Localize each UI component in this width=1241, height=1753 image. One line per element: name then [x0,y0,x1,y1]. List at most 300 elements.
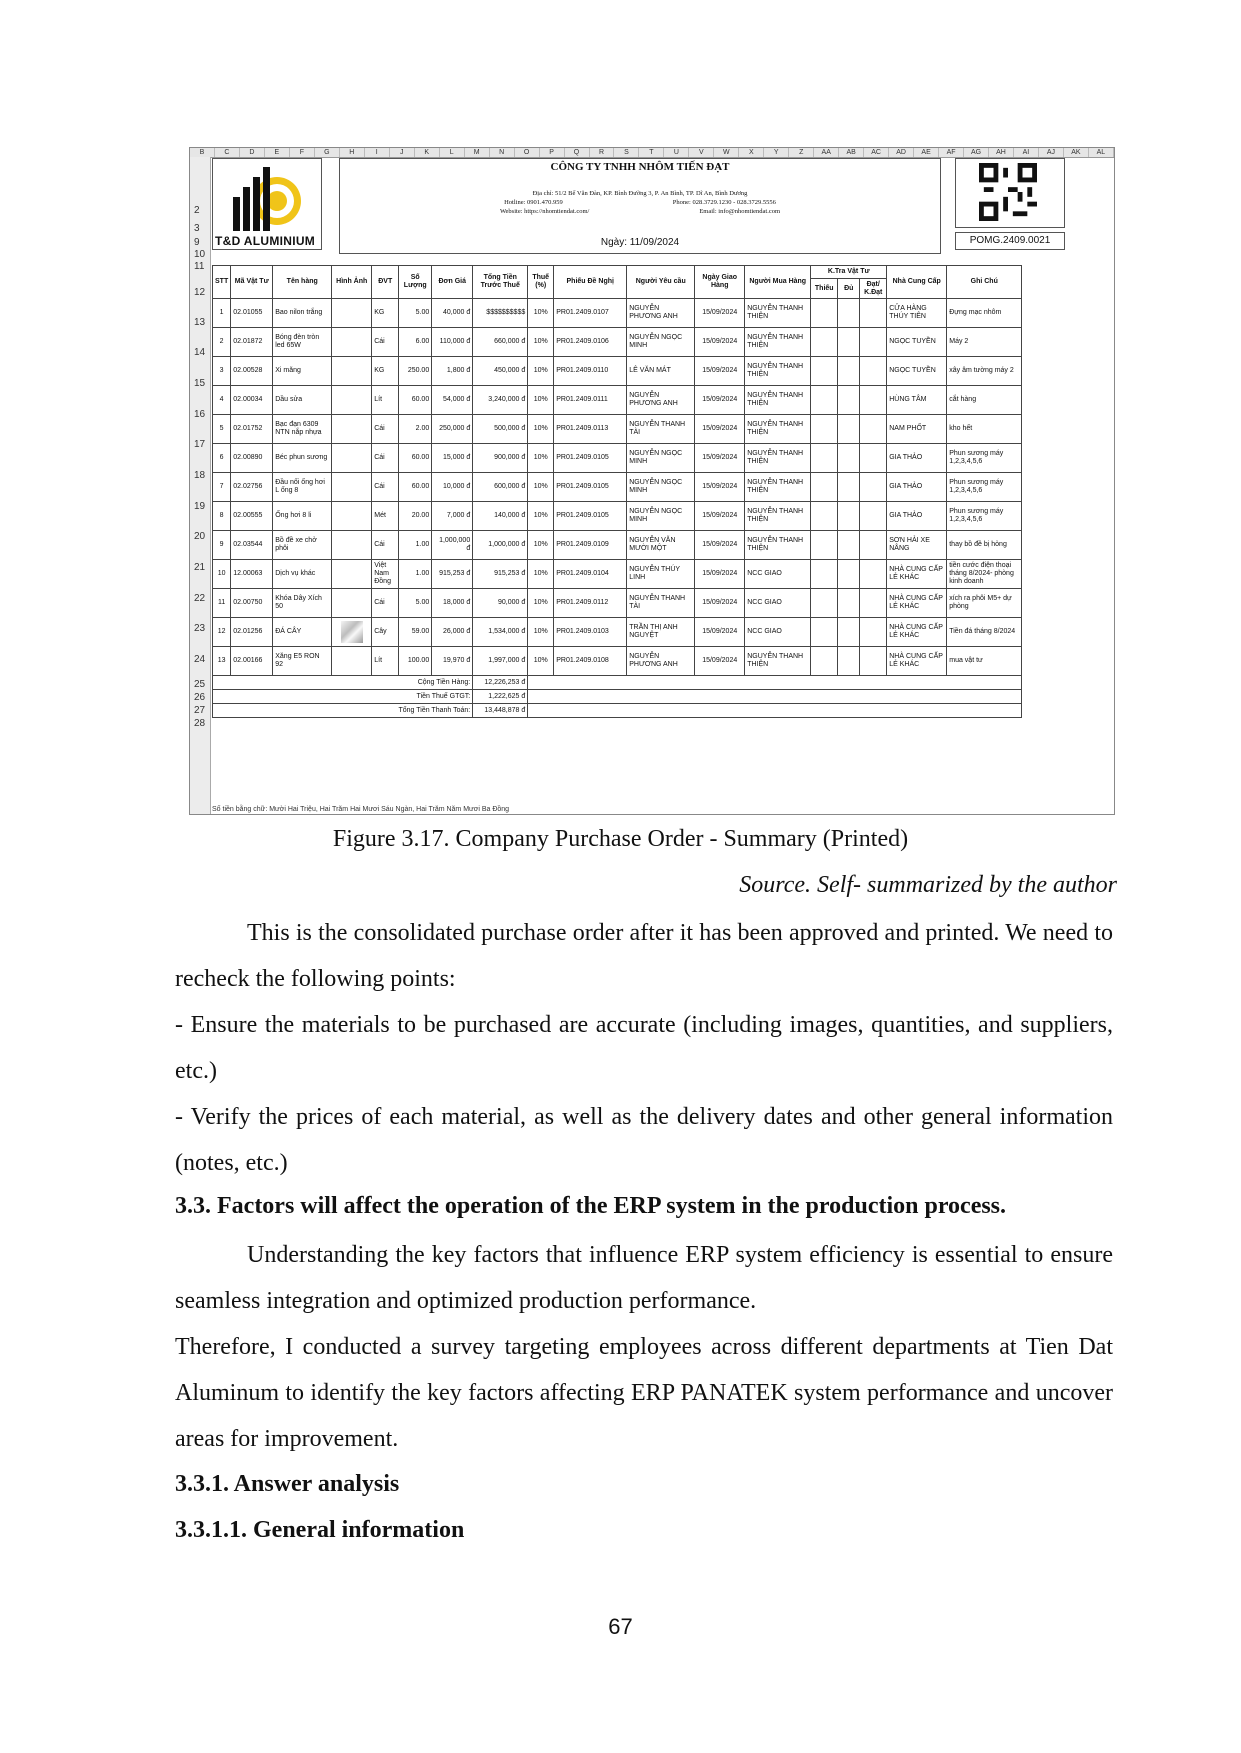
table-row [213,473,1022,502]
cell-tax: 10% [528,618,554,647]
cell-stt: 11 [213,589,231,618]
check-cell [860,444,887,473]
table-row [213,299,1022,328]
row-number[interactable]: 14 [194,347,206,358]
check-cell [860,473,887,502]
check-cell [838,560,860,589]
column-letter[interactable]: U [664,148,689,157]
logo-icon [225,163,309,233]
cell-total: 1,997,000 đ [473,647,528,676]
column-letter[interactable]: M [465,148,490,157]
cell-qty: 6.00 [399,328,432,357]
row-number[interactable]: 18 [194,470,206,481]
row-number[interactable]: 26 [194,692,206,703]
check-cell [860,299,887,328]
row-number[interactable]: 12 [194,287,206,298]
cell-tax: 10% [528,299,554,328]
column-letter[interactable]: J [390,148,415,157]
cell-requester: NGUYỄN NGỌC MINH [627,502,695,531]
column-letter[interactable]: X [739,148,764,157]
column-letter[interactable]: S [614,148,639,157]
image-cell [332,299,372,328]
cell-request: PR01.2409.0105 [554,473,627,502]
cell-price: 19,970 đ [432,647,473,676]
check-cell [838,589,860,618]
cell-code: 02.00528 [231,357,273,386]
cell-delivery: 15/09/2024 [695,386,745,415]
row-number[interactable]: 23 [194,623,206,634]
header-tax: Thuế (%) [528,266,554,299]
check-cell [811,415,838,444]
cell-qty: 60.00 [399,444,432,473]
cell-request: PR01.2409.0112 [554,589,627,618]
cell-price: 1,800 đ [432,357,473,386]
row-number[interactable]: 24 [194,654,206,665]
cell-tax: 10% [528,444,554,473]
cell-code: 02.02756 [231,473,273,502]
cell-request: PR01.2409.0111 [554,386,627,415]
row-number[interactable]: 25 [194,679,206,690]
cell-code: 02.01872 [231,328,273,357]
cell-unit: Cái [372,328,399,357]
cell-buyer: NCC GIAO [745,618,811,647]
product-image [341,621,363,643]
image-cell [332,328,372,357]
column-letter[interactable]: K [415,148,440,157]
cell-total: 1,000,000 đ [473,531,528,560]
figure-source: Source. Self- summarized by the author [739,872,1117,898]
column-letter[interactable]: I [365,148,390,157]
table-row [213,589,1022,618]
row-number[interactable]: 17 [194,439,206,450]
cell-supplier: CỬA HÀNG THÚY TIÊN [887,299,947,328]
cell-requester: NGUYỄN PHƯƠNG ANH [627,647,695,676]
cell-name: Dầu sửa [273,386,332,415]
check-cell [838,531,860,560]
cell-qty: 100.00 [399,647,432,676]
cell-request: PR01.2409.0110 [554,357,627,386]
cell-unit: Lít [372,386,399,415]
check-cell [811,647,838,676]
cell-delivery: 15/09/2024 [695,502,745,531]
figure-caption: Figure 3.17. Company Purchase Order - Summary (Printed) [332,826,909,852]
cell-delivery: 15/09/2024 [695,328,745,357]
column-letter[interactable]: F [290,148,315,157]
row-number[interactable]: 21 [194,562,206,573]
cell-price: 915,253 đ [432,560,473,589]
cell-supplier: NGỌC TUYỀN [887,357,947,386]
cell-total: 660,000 đ [473,328,528,357]
cell-unit: Cái [372,444,399,473]
cell-total: $$$$$$$$$$ [473,299,528,328]
check-cell [811,357,838,386]
header-code: Mã Vật Tư [231,266,273,299]
table-row [213,560,1022,589]
table-row [213,415,1022,444]
cell-name: Bồ đề xe chở phôi [273,531,332,560]
cell-price: 10,000 đ [432,473,473,502]
cell-unit: KG [372,357,399,386]
check-cell [838,473,860,502]
column-letter[interactable]: AE [914,148,939,157]
cell-total: 3,240,000 đ [473,386,528,415]
image-cell [332,444,372,473]
column-letter[interactable]: B [190,148,215,157]
table-row [213,444,1022,473]
image-cell [332,647,372,676]
column-header-bar [190,148,1114,158]
cell-total: 140,000 đ [473,502,528,531]
header-short: Thiếu [811,279,838,299]
cell-supplier: GIA THẢO [887,444,947,473]
column-letter[interactable]: AD [889,148,914,157]
row-header-bar [190,157,211,814]
logo-text: T&D ALUMINIUM [215,234,316,248]
order-date: Ngày: 11/09/2024 [600,237,680,248]
row-number[interactable]: 11 [194,261,205,272]
cell-stt: 12 [213,618,231,647]
cell-qty: 59.00 [399,618,432,647]
column-letter[interactable]: E [265,148,290,157]
check-cell [860,647,887,676]
row-number[interactable]: 28 [194,718,206,729]
cell-request: PR01.2409.0109 [554,531,627,560]
check-cell [811,531,838,560]
subtotal-label: Cộng Tiền Hàng: [213,676,473,690]
header-unit: ĐVT [372,266,399,299]
check-cell [838,415,860,444]
grand-total-value: 13,448,878 đ [473,704,528,718]
company-hotline: Hotline: 0901.470.959 [504,199,563,206]
paragraph-check-materials: - Ensure the materials to be purchased are accurate (including images, quantities, and suppliers, etc.) [175,1012,1113,1084]
cell-code: 12.00063 [231,560,273,589]
check-cell [838,357,860,386]
column-letter[interactable]: AJ [1039,148,1064,157]
cell-unit: KG [372,299,399,328]
cell-buyer: NGUYỄN THANH THIỆN [745,502,811,531]
cell-stt: 9 [213,531,231,560]
image-cell [332,618,372,647]
cell-total: 915,253 đ [473,560,528,589]
cell-requester: NGUYỄN PHƯƠNG ANH [627,386,695,415]
cell-requester: TRẦN THỊ ANH NGUYỆT [627,618,695,647]
column-letter[interactable]: C [215,148,240,157]
cell-delivery: 15/09/2024 [695,357,745,386]
cell-price: 18,000 đ [432,589,473,618]
check-cell [838,444,860,473]
cell-name: Ống hơi 8 li [273,502,332,531]
cell-tax: 10% [528,415,554,444]
cell-price: 1,000,000 đ [432,531,473,560]
cell-name: Xăng E5 RON 92 [273,647,332,676]
check-cell [838,386,860,415]
check-cell [811,502,838,531]
cell-request: PR01.2409.0113 [554,415,627,444]
cell-delivery: 15/09/2024 [695,299,745,328]
cell-name: ĐÁ CÂY [273,618,332,647]
cell-buyer: NGUYỄN THANH THIỆN [745,328,811,357]
cell-qty: 60.00 [399,473,432,502]
cell-unit: Cái [372,531,399,560]
image-cell [332,357,372,386]
row-number[interactable]: 9 [194,237,200,248]
header-name: Tên hàng [273,266,332,299]
cell-tax: 10% [528,589,554,618]
cell-price: 40,000 đ [432,299,473,328]
cell-name: Bao nilon trắng [273,299,332,328]
cell-qty: 5.00 [399,299,432,328]
cell-supplier: NHÀ CUNG CẤP LẺ KHÁC [887,647,947,676]
check-cell [811,618,838,647]
vat-value: 1,222,625 đ [473,690,528,704]
header-image: Hình Ảnh [332,266,372,299]
cell-price: 26,000 đ [432,618,473,647]
cell-requester: NGUYỄN PHƯƠNG ANH [627,299,695,328]
check-cell [811,299,838,328]
cell-unit: Mét [372,502,399,531]
cell-requester: NGUYỄN THÚY LINH [627,560,695,589]
check-cell [860,386,887,415]
header-delivery: Ngày Giao Hàng [695,266,745,299]
cell-note: Máy 2 [947,328,1022,357]
cell-unit: Cái [372,589,399,618]
cell-buyer: NGUYỄN THANH THIỆN [745,444,811,473]
cell-code: 02.01055 [231,299,273,328]
cell-stt: 4 [213,386,231,415]
cell-tax: 10% [528,328,554,357]
company-phone: Phone: 028.3729.1230 - 028.3729.5556 [672,199,776,206]
cell-name: Béc phun sương [273,444,332,473]
cell-code: 02.00555 [231,502,273,531]
cell-code: 02.01752 [231,415,273,444]
row-number[interactable]: 3 [194,223,200,234]
cell-supplier: SƠN HẢI XE NÂNG [887,531,947,560]
cell-request: PR01.2409.0103 [554,618,627,647]
header-price: Đơn Giá [432,266,473,299]
section-heading-3-3 [175,1193,1006,1220]
column-letter[interactable]: AC [864,148,889,157]
cell-unit: Lít [372,647,399,676]
cell-qty: 250.00 [399,357,432,386]
column-letter[interactable]: P [540,148,565,157]
row-number[interactable]: 27 [194,705,206,716]
cell-note: Phun sương máy 1,2,3,4,5,6 [947,502,1022,531]
cell-note: Tiền đá tháng 8/2024 [947,618,1022,647]
cell-tax: 10% [528,502,554,531]
company-address: Địa chỉ: 51/2 Bế Văn Đàn, KP. Bình Đường 3, P. An Bình, TP. Dĩ An, Bình Dương [532,190,748,197]
cell-unit: Cái [372,473,399,502]
cell-unit: Cái [372,415,399,444]
column-letter[interactable]: Y [764,148,789,157]
check-cell [811,589,838,618]
cell-request: PR01.2409.0106 [554,328,627,357]
section-heading-3-3-1: 3.3.1. Answer analysis [175,1471,400,1497]
cell-total: 600,000 đ [473,473,528,502]
column-letter[interactable]: AH [989,148,1014,157]
image-cell [332,502,372,531]
vat-label: Tiền Thuế GTGT: [213,690,473,704]
cell-note: tiền cước điện thoại tháng 8/2024- phòng kinh doanh [947,560,1022,589]
cell-tax: 10% [528,560,554,589]
check-cell [838,328,860,357]
cell-requester: NGUYỄN NGỌC MINH [627,473,695,502]
column-letter[interactable]: T [639,148,664,157]
cell-supplier: HÙNG TÂM [887,386,947,415]
column-letter[interactable]: AL [1089,148,1114,157]
image-cell [332,589,372,618]
check-cell [838,618,860,647]
check-cell [860,502,887,531]
purchase-order-screenshot [189,147,1115,815]
row-number[interactable]: 22 [194,593,206,604]
cell-price: 110,000 đ [432,328,473,357]
column-letter[interactable]: AA [814,148,839,157]
column-letter[interactable]: AF [939,148,964,157]
header-buyer: Người Mua Hàng [745,266,811,299]
header-requester: Người Yêu cầu [627,266,695,299]
column-letter[interactable]: AI [1014,148,1039,157]
paragraph-survey: Therefore, I conducted a survey targeting employees across different departments at Tien Dat Aluminum to identify the key factors affecting ERP PANATEK system performance and uncover areas for improvement. [175,1334,1113,1452]
check-cell [838,299,860,328]
cell-stt: 2 [213,328,231,357]
column-letter[interactable]: N [490,148,515,157]
cell-stt: 1 [213,299,231,328]
cell-stt: 6 [213,444,231,473]
cell-qty: 60.00 [399,386,432,415]
cell-request: PR01.2409.0105 [554,502,627,531]
column-letter[interactable]: G [315,148,340,157]
check-cell [838,502,860,531]
column-letter[interactable]: W [714,148,739,157]
image-cell [332,386,372,415]
qr-code-icon [978,163,1038,221]
cell-delivery: 15/09/2024 [695,473,745,502]
column-letter[interactable]: AG [964,148,989,157]
image-cell [332,560,372,589]
check-cell [860,618,887,647]
cell-requester: NGUYỄN NGỌC MINH [627,444,695,473]
cell-code: 02.00034 [231,386,273,415]
column-letter[interactable]: R [590,148,615,157]
header-check: K.Tra Vật Tư [811,266,887,279]
cell-buyer: NGUYỄN THANH THIỆN [745,299,811,328]
header-total: Tổng Tiền Trước Thuế [473,266,528,299]
column-letter[interactable]: O [515,148,540,157]
column-letter[interactable]: D [240,148,265,157]
cell-tax: 10% [528,531,554,560]
cell-price: 15,000 đ [432,444,473,473]
row-number[interactable]: 20 [194,531,206,542]
row-number[interactable]: 13 [194,317,206,328]
cell-buyer: NGUYỄN THANH THIỆN [745,531,811,560]
cell-name: Xi măng [273,357,332,386]
company-header [339,158,941,254]
paragraph-intro: This is the consolidated purchase order after it has been approved and printed. We need to recheck the following points: [175,920,1113,992]
check-cell [811,386,838,415]
check-cell [811,473,838,502]
check-cell [811,560,838,589]
image-cell [332,473,372,502]
cell-delivery: 15/09/2024 [695,647,745,676]
check-cell [860,531,887,560]
cell-request: PR01.2409.0108 [554,647,627,676]
cell-requester: LÊ VĂN MÁT [627,357,695,386]
cell-stt: 10 [213,560,231,589]
cell-total: 450,000 đ [473,357,528,386]
check-cell [860,357,887,386]
cell-stt: 5 [213,415,231,444]
cell-name: Đầu nối ống hơi L ống 8 [273,473,332,502]
row-number[interactable]: 19 [194,501,206,512]
header-request: Phiếu Đề Nghị [554,266,627,299]
row-number[interactable]: 2 [194,205,200,216]
cell-code: 02.00166 [231,647,273,676]
cell-qty: 1.00 [399,531,432,560]
check-cell [811,444,838,473]
cell-note: Phun sương máy 1,2,3,4,5,6 [947,473,1022,502]
cell-stt: 13 [213,647,231,676]
table-row [213,386,1022,415]
paragraph-verify-prices: - Verify the prices of each material, as well as the delivery dates and other general information (notes, etc.) [175,1104,1113,1176]
purchase-order-table [212,265,1022,718]
company-email: Email: info@nhomtiendat.com [699,208,781,215]
cell-delivery: 15/09/2024 [695,415,745,444]
column-letter[interactable]: Q [565,148,590,157]
cell-buyer: NGUYỄN THANH THIỆN [745,386,811,415]
cell-buyer: NGUYỄN THANH THIỆN [745,357,811,386]
column-letter[interactable]: L [440,148,465,157]
cell-code: 02.03544 [231,531,273,560]
cell-note: xích ra phôi M5+ dự phòng [947,589,1022,618]
cell-delivery: 15/09/2024 [695,589,745,618]
row-number[interactable]: 16 [194,409,206,420]
table-row [213,618,1022,647]
cell-buyer: NCC GIAO [745,589,811,618]
row-number[interactable]: 15 [194,378,206,389]
column-letter[interactable]: Z [789,148,814,157]
cell-buyer: NGUYỄN THANH THIỆN [745,415,811,444]
page-number: 67 [608,1614,633,1639]
check-cell [860,589,887,618]
cell-code: 02.00750 [231,589,273,618]
header-pass: Đạt/ K.Đạt [860,279,887,299]
cell-price: 54,000 đ [432,386,473,415]
column-letter[interactable]: AK [1064,148,1089,157]
cell-note: Đựng mạc nhôm [947,299,1022,328]
cell-name: Bóng đèn tròn led 65W [273,328,332,357]
cell-tax: 10% [528,647,554,676]
cell-tax: 10% [528,357,554,386]
cell-supplier: NGỌC TUYỀN [887,328,947,357]
table-row [213,647,1022,676]
column-letter[interactable]: H [340,148,365,157]
cell-unit: Việt Nam Đồng [372,560,399,589]
cell-supplier: NAM PHỐT [887,415,947,444]
cell-note: thay bồ đề bị hỏng [947,531,1022,560]
cell-qty: 20.00 [399,502,432,531]
cell-qty: 2.00 [399,415,432,444]
subtotal-value: 12,226,253 đ [473,676,528,690]
company-name: CÔNG TY TNHH NHÔM TIẾN ĐẠT [550,161,730,173]
cell-stt: 3 [213,357,231,386]
cell-note: cắt hàng [947,386,1022,415]
cell-total: 500,000 đ [473,415,528,444]
column-letter[interactable]: AB [839,148,864,157]
column-letter[interactable]: V [689,148,714,157]
check-cell [838,647,860,676]
cell-unit: Cây [372,618,399,647]
row-number[interactable]: 10 [194,249,206,260]
